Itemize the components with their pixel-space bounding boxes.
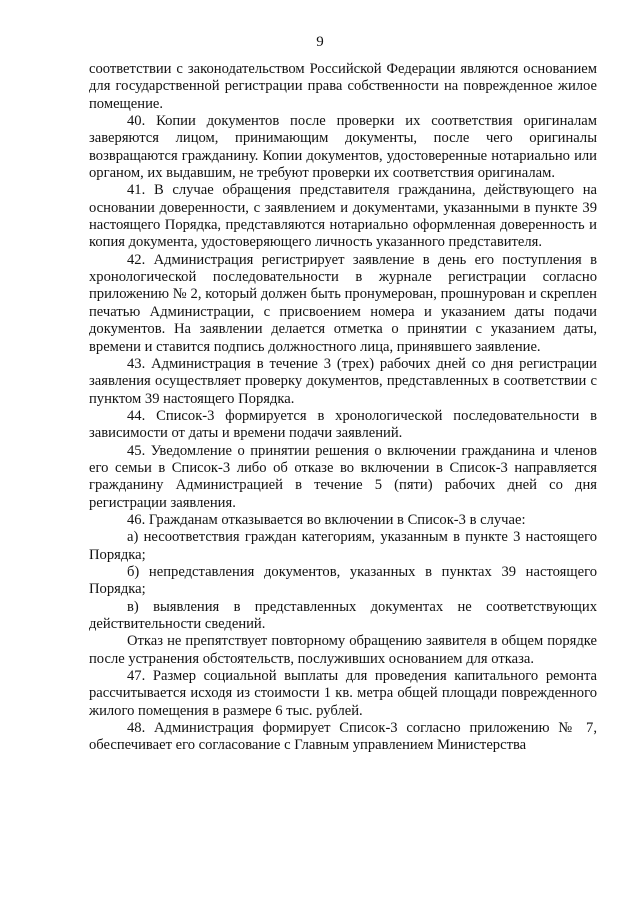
page-number: 9 bbox=[316, 34, 324, 50]
document-body bbox=[89, 61, 597, 755]
paragraph-43: 43. Администрация в течение 3 (трех) рабочих дней со дня регистрации заявления осуществляет проверку документов, представленных в соответствии с пунктом 39 настоящего Порядка. bbox=[89, 355, 597, 407]
paragraph-45: 45. Уведомление о принятии решения о включении гражданина и членов его семьи в Список-3 либо об отказе во включении в Список-3 направляется гражданину Администрацией в течение 5 (пяти) рабочих дней со дня регистрации заявления. bbox=[89, 442, 597, 511]
paragraph-47: 47. Размер социальной выплаты для проведения капитального ремонта рассчитывается исходя из стоимости 1 кв. метра общей площади поврежденного жилого помещения в размере 6 тыс. рублей. bbox=[89, 668, 597, 719]
paragraph-48: 48. Администрация формирует Список-3 согласно приложению № 7, обеспечивает его согласование с Главным управлением Министерства bbox=[89, 720, 597, 754]
paragraph-44: 44. Список-3 формируется в хронологической последовательности в зависимости от даты и времени подачи заявлений. bbox=[89, 407, 597, 442]
paragraph-46: 46. Гражданам отказывается во включении в Список-3 в случае: bbox=[127, 511, 526, 528]
paragraph-40: 40. Копии документов после проверки их соответствия оригиналам заверяются лицом, принимающим документы, после чего оригиналы возвращаются гражданину. Копии документов, удостоверенные нотариально или органом, их выдавшим, не требуют проверки их соответствия оригиналам. bbox=[89, 113, 597, 182]
paragraph-46-item-c: в) выявления в представленных документах не соответствующих действительности сведений. bbox=[89, 598, 597, 632]
paragraph-refusal-note: Отказ не препятствует повторному обращению заявителя в общем порядке после устранения обстоятельств, послуживших основанием для отказа. bbox=[89, 633, 597, 667]
paragraph-continuation: соответствии с законодательством Российской Федерации являются основанием для государственной регистрации права собственности на поврежденное жилое помещение. bbox=[89, 61, 597, 112]
paragraph-42: 42. Администрация регистрирует заявление в день его поступления в хронологической последовательности в журнале регистрации согласно приложению № 2, который должен быть пронумерован, прошнурован и скреплен печатью Администрации, с присвоением номера и указанием даты подачи документов. На заявлении делается отметка о принятии с указанием даты, времени и ставится подпись должностного лица, принявшего заявление. bbox=[89, 251, 597, 355]
paragraph-46-item-a: а) несоответствия граждан категориям, указанным в пункте 3 настоящего Порядка; bbox=[89, 529, 597, 563]
paragraph-41: 41. В случае обращения представителя гражданина, действующего на основании доверенности, с заявлением и документами, указанными в пункте 39 настоящего Порядка, представляются нотариально оформленная доверенность и копия документа, удостоверяющего личность указанного представителя. bbox=[89, 182, 597, 251]
paragraph-46-item-b: б) непредставления документов, указанных в пунктах 39 настоящего Порядка; bbox=[89, 563, 597, 598]
